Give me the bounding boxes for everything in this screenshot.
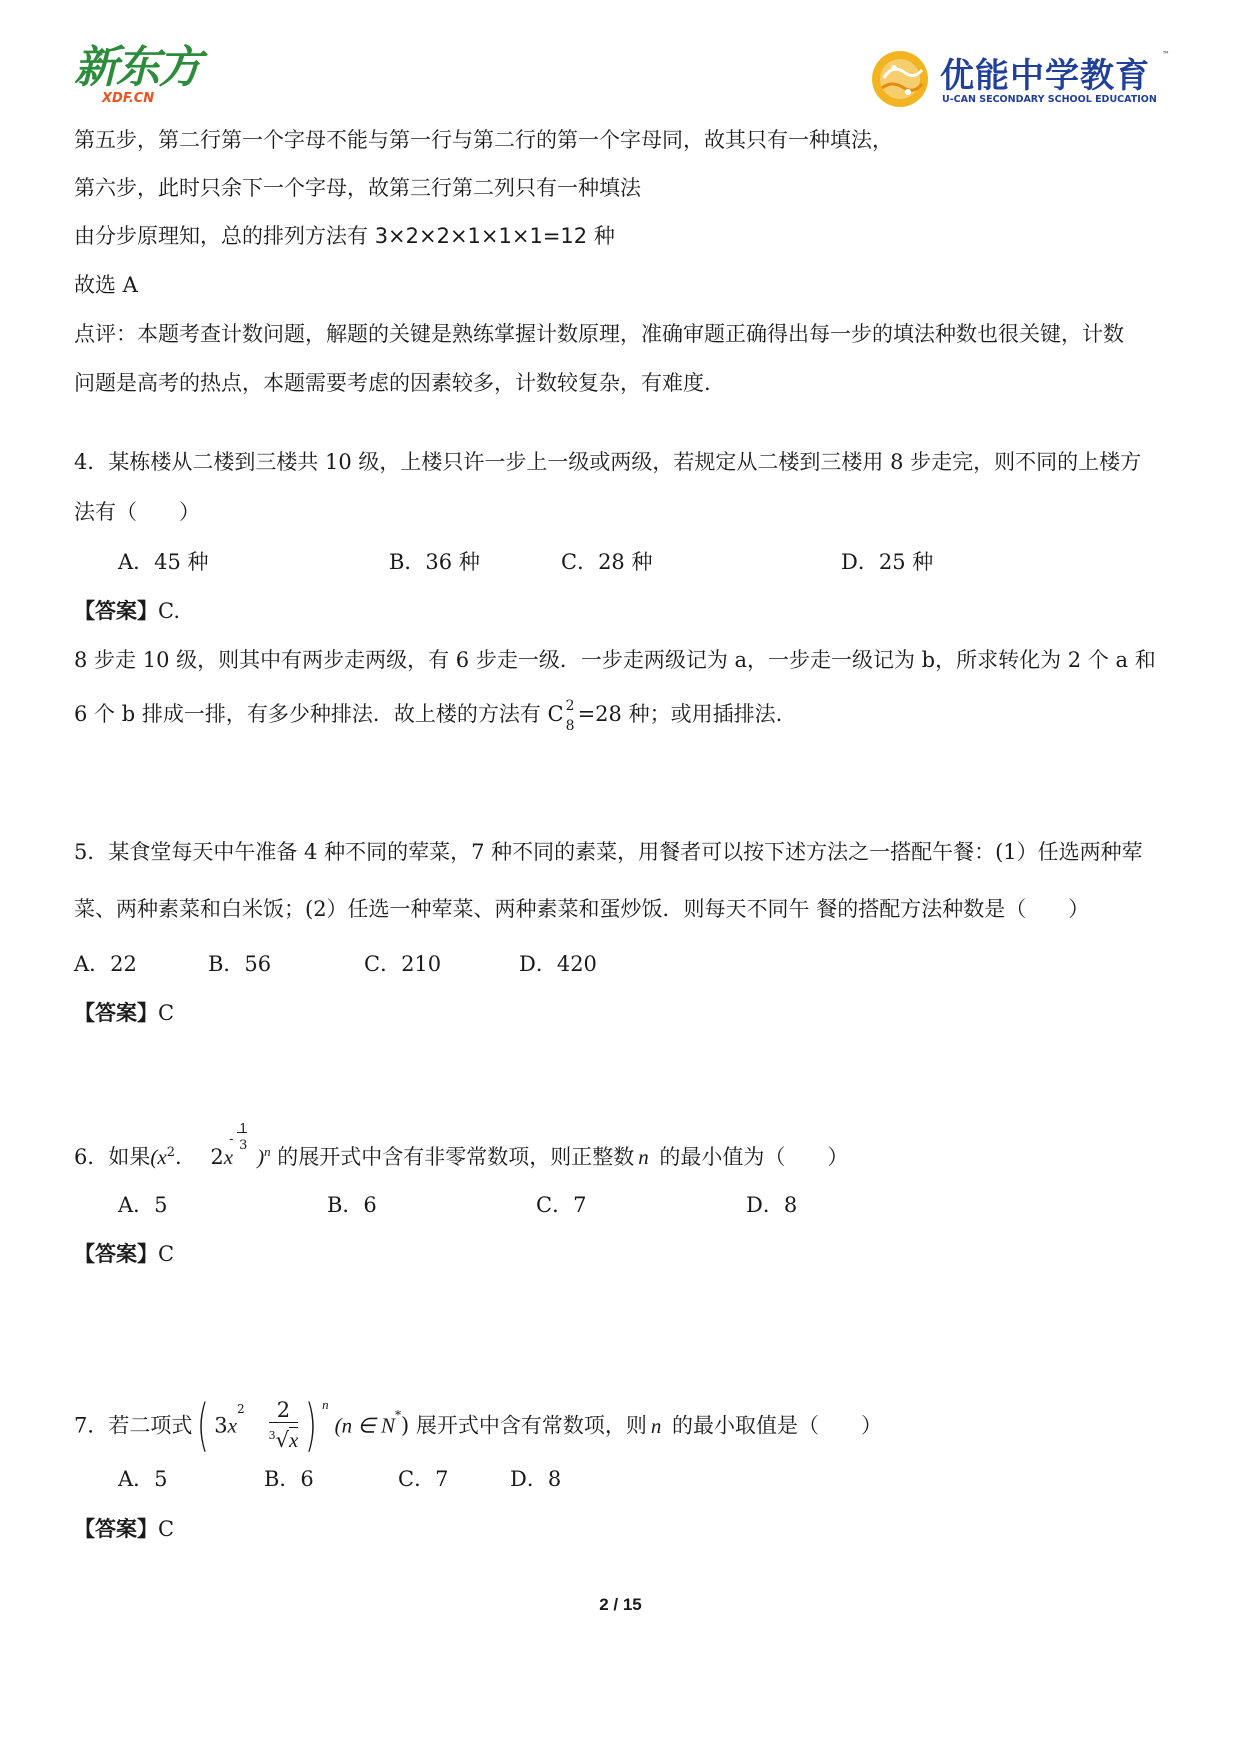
q7-fraction <box>269 1398 299 1453</box>
q6-prefix: 6．如果 <box>74 1145 151 1169</box>
q6-answer-value: C <box>158 1242 175 1266</box>
q7-coef: 3 <box>214 1413 228 1438</box>
q7-root-index: 3 <box>268 1429 276 1442</box>
q5-option-c: C．210 <box>364 952 442 976</box>
q7-n: n <box>650 1413 662 1438</box>
q6-power-n: n <box>264 1144 271 1159</box>
q4-explanation-line2 <box>74 698 783 734</box>
q7-option-c: C．7 <box>398 1467 449 1491</box>
q6-answer-label: 【答案】 <box>74 1241 158 1266</box>
prev-total-text: 由分步原理知，总的排列方法有 <box>74 224 375 248</box>
q6-exp-den: 3 <box>239 1138 248 1153</box>
q6-paren-close: ) <box>257 1145 265 1169</box>
q6-square: 2 <box>166 1145 175 1160</box>
prev-step5: 第五步，第二行第一个字母不能与第一行与第二行的第一个字母同，故其只有一种填法， <box>74 128 893 152</box>
q4-stem-line2: 法有（ ） <box>74 500 200 524</box>
q4-option-b: B．36 种 <box>389 550 480 574</box>
q7-frac-num: 2 <box>269 1398 299 1423</box>
q7-root-x: x <box>288 1428 299 1452</box>
q7-answer-value: C <box>158 1517 175 1541</box>
prev-total-unit: 种 <box>587 224 615 248</box>
q7-big-paren-close: ) <box>305 1392 318 1458</box>
q5-answer <box>74 999 174 1027</box>
q7-suffix: 的最小取值是（ ） <box>665 1413 883 1438</box>
q4-option-d: D．25 种 <box>841 550 934 574</box>
q6-coef: 2 <box>210 1145 224 1169</box>
q7-stem <box>74 1370 883 1458</box>
q5-answer-label: 【答案】 <box>74 1000 158 1025</box>
q7-answer <box>74 1515 174 1543</box>
q6-option-c: C．7 <box>536 1193 587 1217</box>
q6-answer <box>74 1240 174 1268</box>
q6-exp-num: 1 <box>239 1122 248 1137</box>
prev-step6: 第六步，此时只余下一个字母，故第三行第二列只有一种填法 <box>74 176 641 200</box>
q7-big-paren-open: ( <box>197 1392 210 1458</box>
q5-option-a: A．22 <box>74 952 137 976</box>
xdf-logo-sub: XDF.CN <box>102 91 155 106</box>
prev-total <box>74 222 615 250</box>
q7-power-n: n <box>322 1397 329 1412</box>
q4-explanation-line1: 8 步走 10 级，则其中有两步走两级，有 6 步走一级．一步走两级记为 a，一步走一级记为 b，所求转化为 2 个 a 和 <box>74 648 1156 672</box>
q4-exp-result: =28 种；或用插排法. <box>577 702 783 726</box>
q6-x2: x <box>223 1145 234 1169</box>
q5-option-d: D．420 <box>519 952 597 976</box>
q6-exponent <box>229 1122 257 1166</box>
q6-middle: 的展开式中含有非零常数项，则正整数 <box>270 1145 635 1169</box>
q7-prefix: 7．若二项式 <box>74 1413 193 1438</box>
q6-paren-open: ( <box>150 1145 158 1169</box>
ucan-logo-text: 优能中学教育 <box>940 56 1150 96</box>
q4-answer <box>74 597 180 625</box>
q7-condition: (n ∈ N <box>334 1413 395 1438</box>
q7-cond-close: ) <box>400 1413 410 1438</box>
q6-n: n <box>638 1145 649 1169</box>
prev-choose: 故选 A <box>74 273 138 297</box>
q6-option-a: A．5 <box>118 1193 168 1217</box>
q6-suffix: 的最小值为（ ） <box>652 1145 849 1169</box>
q6-option-b: B．6 <box>327 1193 377 1217</box>
q7-star: * <box>394 1408 401 1422</box>
q6-dot: . <box>174 1145 182 1169</box>
q7-frac-den: $^3$√x <box>268 1428 299 1452</box>
q6-option-d: D．8 <box>746 1193 798 1217</box>
q4-option-c: C．28 种 <box>561 550 653 574</box>
q4-answer-label: 【答案】 <box>74 598 158 623</box>
q7-middle: 展开式中含有常数项，则 <box>409 1413 647 1438</box>
prev-total-formula: 3×2×2×1×1×1=12 <box>374 224 588 248</box>
prev-comment-line2: 问题是高考的热点，本题需要考虑的因素较多，计数较复杂，有难度. <box>74 371 711 395</box>
q6-exp-minus: - <box>229 1132 234 1147</box>
q4-stem-line1: 4．某栋楼从二楼到三楼共 10 级，上楼只许一步上一级或两级，若规定从二楼到三楼用 8 步走完，则不同的上楼方 <box>74 450 1142 474</box>
page-number: 2 / 15 <box>599 1595 642 1614</box>
trademark: ™ <box>1162 50 1170 59</box>
q7-option-a: A．5 <box>118 1467 168 1491</box>
q7-answer-label: 【答案】 <box>74 1516 158 1541</box>
q4-exp-text: 6 个 b 排成一排，有多少种排法．故上楼的方法有 C <box>74 702 564 726</box>
ucan-emblem-icon <box>870 48 934 110</box>
q6-x: x <box>157 1145 167 1169</box>
q7-x: x <box>227 1413 237 1438</box>
xdf-logo-text: 新东方 <box>74 42 200 93</box>
q4-comb-sup: 2 <box>565 698 575 714</box>
q4-option-a: A．45 种 <box>118 550 209 574</box>
q7-option-b: B．6 <box>264 1467 314 1491</box>
q5-option-b: B．56 <box>208 952 272 976</box>
q5-answer-value: C <box>158 1001 175 1025</box>
q5-stem-line2: 菜、两种素菜和白米饭；(2）任选一种荤菜、两种素菜和蛋炒饭．则每天不同午 餐的搭配方法种数是（ ） <box>74 897 1090 921</box>
q4-comb-sub: 8 <box>565 718 575 734</box>
q6-stem <box>74 1122 849 1178</box>
q7-x-power: 2 <box>236 1402 245 1416</box>
q5-stem-line1: 5．某食堂每天中午准备 4 种不同的荤菜，7 种不同的素菜，用餐者可以按下述方法之一搭配午餐：(1）任选两种荤 <box>74 840 1143 864</box>
ucan-logo <box>870 48 1170 110</box>
ucan-logo-sub: U-CAN SECONDARY SCHOOL EDUCATION <box>942 94 1157 105</box>
prev-comment-line1: 点评：本题考查计数问题，解题的关键是熟练掌握计数原理，准确审题正确得出每一步的填法种数也很关键，计数 <box>74 322 1124 346</box>
q4-answer-value: C. <box>158 599 180 623</box>
q7-option-d: D．8 <box>510 1467 562 1491</box>
xdf-logo <box>74 44 224 108</box>
q4-combination <box>564 698 578 734</box>
